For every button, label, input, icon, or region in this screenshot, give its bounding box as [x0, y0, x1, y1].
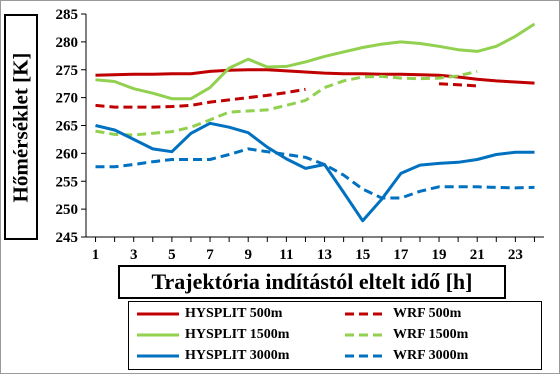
x-tick-label: 9 — [244, 247, 252, 263]
series-line-wrf-1500m — [96, 71, 478, 135]
legend-label: HYSPLIT 1500m — [185, 327, 290, 342]
y-tick-label: 255 — [55, 174, 78, 191]
legend-swatch — [137, 330, 179, 340]
legend-item — [345, 304, 461, 324]
x-tick-label: 21 — [469, 247, 485, 263]
y-axis-label-box — [4, 14, 38, 240]
legend-swatch — [137, 351, 179, 361]
legend-item — [345, 325, 468, 345]
x-tick-label: 7 — [206, 247, 214, 263]
y-tick-label: 280 — [55, 34, 78, 51]
legend-item — [137, 346, 289, 366]
legend-swatch — [345, 309, 387, 319]
legend-swatch — [345, 330, 387, 340]
legend-item — [137, 325, 289, 345]
y-tick-label: 270 — [55, 90, 78, 107]
series-line-hysplit-1500m — [96, 24, 535, 99]
legend-label: HYSPLIT 500m — [185, 306, 283, 321]
x-tick-label: 13 — [317, 247, 333, 263]
y-axis-label: Hőmérséklet [K] — [8, 52, 33, 202]
x-tick-label: 17 — [393, 247, 409, 263]
legend — [128, 301, 542, 370]
y-tick-label: 250 — [55, 202, 78, 219]
x-tick-label: 11 — [279, 247, 294, 263]
legend-label: WRF 500m — [393, 306, 462, 321]
y-tick-label: 285 — [55, 7, 78, 23]
series-line-wrf-3000m — [96, 149, 535, 198]
x-axis-label-box — [118, 265, 506, 299]
series-line-hysplit-3000m — [96, 123, 535, 221]
series-line-hysplit-500m — [96, 70, 535, 83]
series-line-wrf-500m — [439, 84, 477, 86]
legend-swatch — [345, 351, 387, 361]
x-axis-label: Trajektória indítástól eltelt idő [h] — [151, 269, 473, 294]
y-tick-label: 260 — [55, 146, 78, 163]
y-tick-label: 245 — [55, 230, 78, 246]
legend-label: WRF 3000m — [393, 348, 469, 363]
legend-item — [137, 304, 282, 324]
x-tick-label: 5 — [168, 247, 176, 263]
legend-label: HYSPLIT 3000m — [185, 348, 290, 363]
x-tick-label: 23 — [507, 247, 523, 263]
legend-label: WRF 1500m — [393, 327, 469, 342]
y-tick-label: 275 — [55, 62, 78, 79]
legend-swatch — [137, 309, 179, 319]
legend-item — [345, 346, 468, 366]
y-tick-label: 265 — [55, 118, 78, 135]
x-tick-label: 15 — [355, 247, 371, 263]
x-tick-label: 1 — [91, 247, 100, 263]
x-tick-label: 3 — [129, 247, 138, 263]
x-tick-label: 19 — [431, 247, 447, 263]
